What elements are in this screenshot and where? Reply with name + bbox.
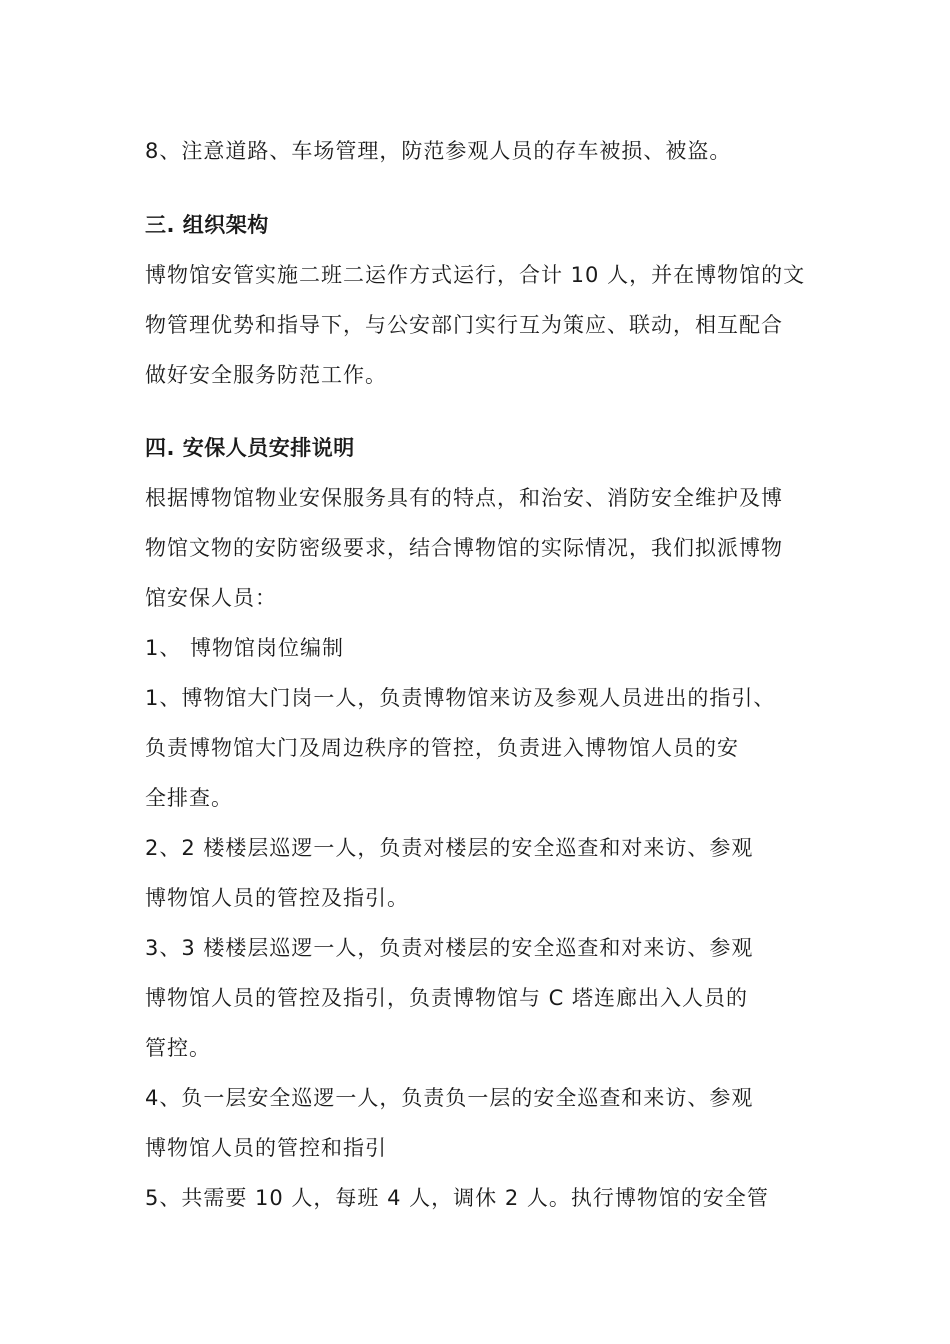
item-8-text: 8、注意道路、车场管理，防范参观人员的存车被损、被盗。	[145, 139, 732, 163]
section-4-intro-3: 馆安保人员：	[145, 586, 277, 610]
subheading-post-staffing	[145, 634, 344, 662]
section-4-intro-1: 根据博物馆物业安保服务具有的特点，和治安、消防安全维护及博	[145, 486, 783, 510]
section-3-line-3: 做好安全服务防范工作。	[145, 363, 387, 387]
item-line: 博物馆人员的管控及指引，负责博物馆与 C 塔连廊出入人员的	[145, 986, 749, 1010]
section-3-heading: 三. 组织架构	[145, 213, 269, 237]
item-line: 5、共需要 10 人，每班 4 人，调休 2 人。执行博物馆的安全管	[145, 1186, 769, 1210]
item-line: 3、3 楼楼层巡逻一人，负责对楼层的安全巡查和对来访、参观	[145, 936, 754, 960]
item-line: 负责博物馆大门及周边秩序的管控，负责进入博物馆人员的安	[145, 736, 739, 760]
item-line: 2、2 楼楼层巡逻一人，负责对楼层的安全巡查和对来访、参观	[145, 836, 754, 860]
subheading-text: 博物馆岗位编制	[190, 636, 344, 660]
item-line: 管控。	[145, 1036, 211, 1060]
item-line: 1、博物馆大门岗一人，负责博物馆来访及参观人员进出的指引、	[145, 686, 776, 710]
section-4-heading: 四. 安保人员安排说明	[145, 436, 355, 460]
item-line: 博物馆人员的管控和指引	[145, 1136, 387, 1160]
item-line: 博物馆人员的管控及指引。	[145, 886, 409, 910]
subheading-number: 1、	[145, 636, 182, 660]
item-line: 全排查。	[145, 786, 233, 810]
section-3-line-1: 博物馆安管实施二班二运作方式运行，合计 10 人，并在博物馆的文	[145, 263, 806, 287]
section-3-line-2: 物管理优势和指导下，与公安部门实行互为策应、联动，相互配合	[145, 313, 783, 337]
item-line: 4、负一层安全巡逻一人，负责负一层的安全巡查和来访、参观	[145, 1086, 754, 1110]
section-4-intro-2: 物馆文物的安防密级要求，结合博物馆的实际情况，我们拟派博物	[145, 536, 783, 560]
